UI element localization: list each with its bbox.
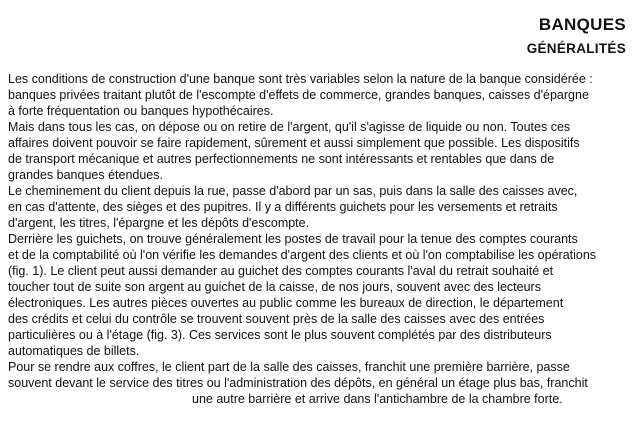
page-title: BANQUES — [538, 15, 626, 34]
text-line: toucher tout de suite son argent au guichet de la caisse, de nos jours, souvent avec des lecteurs — [8, 280, 541, 294]
text-line: une autre barrière et arrive dans l'antichambre de la chambre forte. — [192, 392, 563, 406]
page-subtitle: GÉNÉRALITÉS — [526, 41, 626, 56]
body-text — [8, 71, 630, 407]
text-line: particulières ou à l'étage (fig. 3). Ces services sont le plus souvent complétés par des distributeurs — [8, 328, 552, 342]
text-line: (fig. 1). Le client peut aussi demander au guichet des comptes courants l'aval du retrait souhaité et — [8, 264, 554, 278]
text-line: en cas d'attente, des sièges et des pupitres. Il y a différents guichets pour les versements et retraits — [8, 200, 558, 214]
text-line: Pour se rendre aux coffres, le client part de la salle des caisses, franchit une première barrière, passe — [8, 360, 570, 374]
text-line: Derrière les guichets, on trouve généralement les postes de travail pour la tenue des comptes courants — [8, 232, 578, 246]
text-line: automatiques de billets. — [8, 344, 140, 358]
text-line: Les conditions de construction d'une banque sont très variables selon la nature de la banque considérée : — [8, 72, 593, 86]
text-line: d'argent, les titres, l'épargne et les dépôts d'escompte. — [8, 216, 310, 230]
text-line: souvent devant le service des titres ou l'administration des dépôts, en général un étage plus bas, franchit — [8, 376, 588, 390]
text-line: à forte fréquentation ou banques hypothécaires. — [8, 104, 274, 118]
text-line: Le cheminement du client depuis la rue, passe d'abord par un sas, puis dans la salle des caisses avec, — [8, 184, 578, 198]
text-line: banques privées traitant plutôt de l'escompte d'effets de commerce, grandes banques, caisses d'épargne — [8, 88, 589, 102]
text-line: des crédits et celui du contrôle se trouvent souvent près de la salle des caisses avec des entrées — [8, 312, 545, 326]
text-line: grandes banques étendues. — [8, 168, 163, 182]
text-line: de transport mécanique et autres perfectionnements ne sont intéressants et rentables que dans de — [8, 152, 555, 166]
text-line: affaires doivent pouvoir se faire rapidement, sûrement et aussi simplement que possible. Les dispositifs — [8, 136, 580, 150]
text-line: électroniques. Les autres pièces ouvertes au public comme les bureaux de direction, le département — [8, 296, 564, 310]
text-line: Mais dans tous les cas, on dépose ou on retire de l'argent, qu'il s'agisse de liquide ou non. Toutes ces — [8, 120, 571, 134]
text-line: et de la comptabilité où l'on vérifie les demandes d'argent des clients et où l'on comptabilise les opérations — [8, 248, 597, 262]
